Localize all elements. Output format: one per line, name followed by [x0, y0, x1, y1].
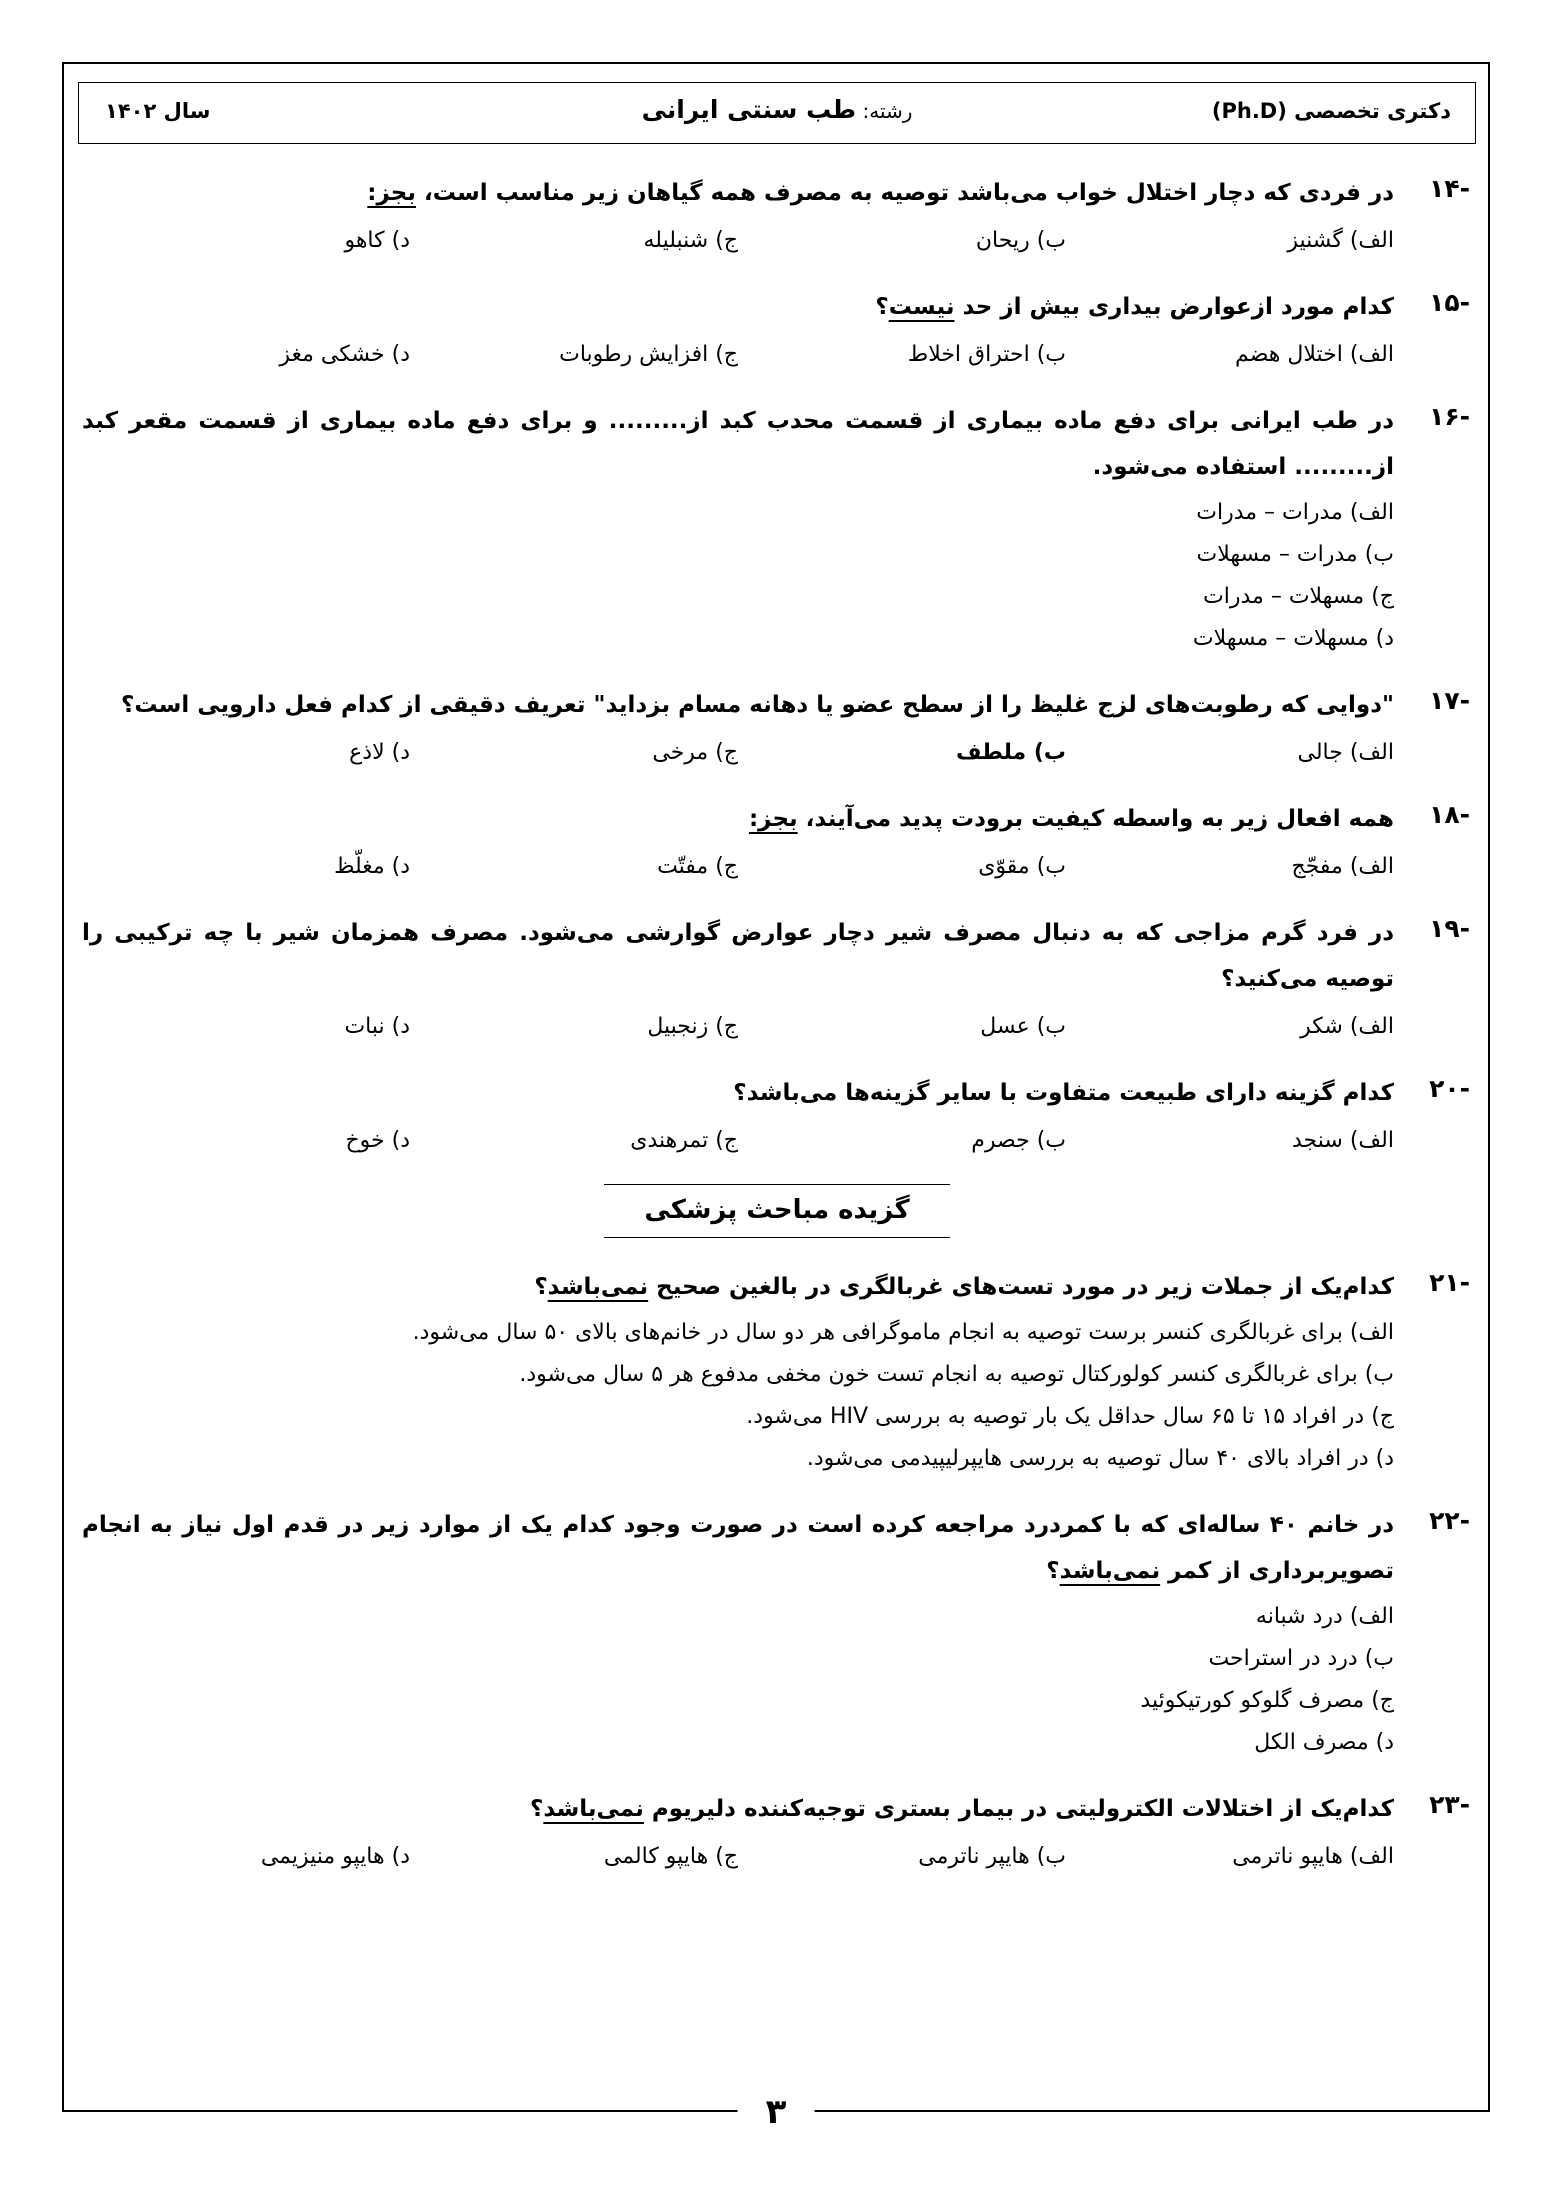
option-c[interactable]: ج) مفتّت	[657, 854, 738, 879]
question-number: -۱۸	[1429, 800, 1470, 829]
question-text-main: همه افعال زیر به واسطه کیفیت برودت پدید می‌آیند،	[797, 806, 1394, 832]
option-b[interactable]: ب) ملطف	[955, 740, 1066, 765]
option-a[interactable]: الف) سنجد	[1292, 1128, 1394, 1153]
question-text: کدام گزینه دارای طبیعت متفاوت با سایر گزینه‌ها می‌باشد؟	[733, 1080, 1394, 1106]
option-a[interactable]: الف) مفجّج	[1291, 854, 1394, 879]
options	[82, 1312, 1394, 1480]
option-d[interactable]: د) هایپو منیزیمی	[260, 1844, 410, 1869]
question-15	[82, 284, 1472, 376]
option-b[interactable]: ب) احتراق اخلاط	[907, 342, 1066, 367]
options	[82, 1120, 1394, 1162]
question-number: -۱۴	[1429, 174, 1470, 203]
question-number: -۲۲	[1429, 1506, 1470, 1535]
option-a[interactable]: الف) هایپو ناترمی	[1232, 1844, 1394, 1869]
option-d[interactable]: د) خوخ	[345, 1128, 410, 1153]
option-c[interactable]: ج) هایپو کالمی	[603, 1844, 738, 1869]
option-c[interactable]: ج) در افراد ۱۵ تا ۶۵ سال حداقل یک بار توصیه به بررسی HIV می‌شود.	[746, 1404, 1394, 1429]
question-text: در فرد گرم مزاجی که به دنبال مصرف شیر دچار عوارض گوارشی می‌شود. مصرف همزمان شیر با چه ترکیبی را توصیه می‌کنید؟	[82, 920, 1394, 992]
question-text-main: کدام مورد ازعوارض بیداری بیش از حد	[954, 294, 1394, 320]
question-22	[82, 1502, 1472, 1764]
question-text	[82, 284, 1394, 330]
question-text	[82, 1786, 1394, 1832]
section-title: گزیده مباحث پزشکی	[604, 1184, 949, 1238]
options	[82, 1836, 1394, 1878]
question-number: -۱۶	[1429, 402, 1470, 431]
option-a[interactable]: الف) گشنیز	[1287, 228, 1394, 253]
question-number: -۱۹	[1429, 914, 1470, 943]
option-c[interactable]: ج) افزایش رطوبات	[559, 342, 738, 367]
option-d[interactable]: د) نبات	[344, 1014, 410, 1039]
question-text	[82, 796, 1394, 842]
questions-area	[82, 170, 1472, 1900]
option-a[interactable]: الف) مدرات – مدرات	[1196, 500, 1394, 525]
question-text: "دوایی که رطوبت‌های لزج غلیظ را از سطح عضو یا دهانه مسام بزداید" تعریف دقیقی از کدام فعل دارویی است؟	[121, 692, 1394, 718]
question-number: -۲۳	[1429, 1790, 1470, 1819]
question-text-main: در فردی که دچار اختلال خواب می‌باشد توصیه به مصرف همه گیاهان زیر مناسب است،	[416, 180, 1394, 206]
option-d[interactable]: د) لاذع	[349, 740, 410, 765]
question-text-main: کدام‌یک از اختلالات الکترولیتی در بیمار بستری توجیه‌کننده دلیریوم	[643, 1796, 1394, 1822]
option-b[interactable]: ب) عسل	[980, 1014, 1066, 1039]
option-b[interactable]: ب) جصرم	[971, 1128, 1066, 1153]
page-footer	[62, 2092, 1490, 2132]
option-d[interactable]: د) خشکی مغز	[279, 342, 410, 367]
option-c[interactable]: ج) مصرف گلوکو کورتیکوئید	[1140, 1688, 1394, 1713]
question-20	[82, 1070, 1472, 1162]
question-number: -۱۷	[1429, 686, 1470, 715]
question-18	[82, 796, 1472, 888]
option-a[interactable]: الف) شکر	[1300, 1014, 1394, 1039]
option-c[interactable]: ج) زنجبیل	[647, 1014, 738, 1039]
option-d[interactable]: د) مصرف الکل	[1254, 1730, 1394, 1755]
options	[82, 732, 1394, 774]
question-text-end: ؟	[530, 1796, 544, 1822]
question-emphasis: بجز:	[748, 806, 798, 832]
question-number: -۱۵	[1429, 288, 1470, 317]
question-emphasis: نمی‌باشد	[543, 1796, 644, 1822]
field-name: طب سنتی ایرانی	[641, 95, 857, 124]
question-text-end: ؟	[875, 294, 889, 320]
option-a[interactable]: الف) اختلال هضم	[1235, 342, 1394, 367]
section-heading	[82, 1184, 1472, 1238]
option-b[interactable]: ب) مقوّی	[978, 854, 1066, 879]
option-a[interactable]: الف) جالی	[1297, 740, 1394, 765]
question-number: -۲۰	[1429, 1074, 1470, 1103]
option-d[interactable]: د) کاهو	[344, 228, 410, 253]
question-text-end: ؟	[534, 1274, 548, 1300]
question-emphasis: نمی‌باشد	[1059, 1558, 1161, 1584]
options	[82, 1006, 1394, 1048]
field-title	[642, 95, 913, 124]
option-c[interactable]: ج) شنبلیله	[643, 228, 738, 253]
degree-label: دکتری تخصصی (Ph.D)	[1211, 99, 1451, 123]
option-c[interactable]: ج) تمرهندی	[630, 1128, 738, 1153]
options	[82, 220, 1394, 262]
field-label: رشته:	[862, 99, 913, 123]
option-d[interactable]: د) در افراد بالای ۴۰ سال توصیه به بررسی هایپرلیپیدمی می‌شود.	[806, 1446, 1394, 1471]
option-a[interactable]: الف) برای غربالگری کنسر برست توصیه به انجام ماموگرافی هر دو سال در خانم‌های بالای ۵۰ سال می‌شود.	[412, 1320, 1394, 1345]
question-17	[82, 682, 1472, 774]
options	[82, 1596, 1394, 1764]
question-23	[82, 1786, 1472, 1878]
question-19	[82, 910, 1472, 1048]
option-b[interactable]: ب) ریحان	[975, 228, 1066, 253]
question-21	[82, 1264, 1472, 1480]
question-number: -۲۱	[1429, 1268, 1470, 1297]
question-text	[82, 1502, 1394, 1594]
option-c[interactable]: ج) مسهلات – مدرات	[1203, 584, 1394, 609]
option-b[interactable]: ب) برای غربالگری کنسر کولورکتال توصیه به انجام تست خون مخفی مدفوع هر ۵ سال می‌شود.	[519, 1362, 1394, 1387]
options	[82, 846, 1394, 888]
question-text	[82, 1264, 1394, 1310]
options	[82, 492, 1394, 660]
question-emphasis: نمی‌باشد	[547, 1274, 649, 1300]
option-c[interactable]: ج) مرخی	[652, 740, 738, 765]
option-b[interactable]: ب) درد در استراحت	[1208, 1646, 1394, 1671]
question-14	[82, 170, 1472, 262]
option-d[interactable]: د) مسهلات – مسهلات	[1192, 626, 1394, 651]
option-b[interactable]: ب) مدرات – مسهلات	[1196, 542, 1394, 567]
question-text-main: در خانم ۴۰ ساله‌ای که با کمردرد مراجعه کرده است در صورت وجود کدام یک از موارد زیر در قدم اول نیاز به انجام تصویربرداری از کمر	[82, 1512, 1394, 1584]
question-emphasis: بجز:	[367, 180, 416, 206]
option-d[interactable]: د) مغلّظ	[334, 854, 410, 879]
option-b[interactable]: ب) هایپر ناترمی	[918, 1844, 1066, 1869]
question-text	[82, 170, 1394, 216]
question-16	[82, 398, 1472, 660]
options	[82, 334, 1394, 376]
question-text-end: ؟	[1046, 1558, 1060, 1584]
question-text: در طب ایرانی برای دفع ماده بیماری از قسمت محدب کبد از......... و برای دفع ماده بیماری از قسمت مقعر کبد از......... استفاده می‌شود.	[82, 408, 1394, 480]
option-a[interactable]: الف) درد شبانه	[1255, 1604, 1394, 1629]
question-emphasis: نیست	[888, 294, 955, 320]
question-text-main: کدام‌یک از جملات زیر در مورد تست‌های غربالگری در بالغین صحیح	[648, 1274, 1394, 1300]
exam-header	[78, 82, 1476, 144]
page-number: ۳	[738, 2092, 815, 2132]
exam-year: سال ۱۴۰۲	[105, 99, 211, 123]
